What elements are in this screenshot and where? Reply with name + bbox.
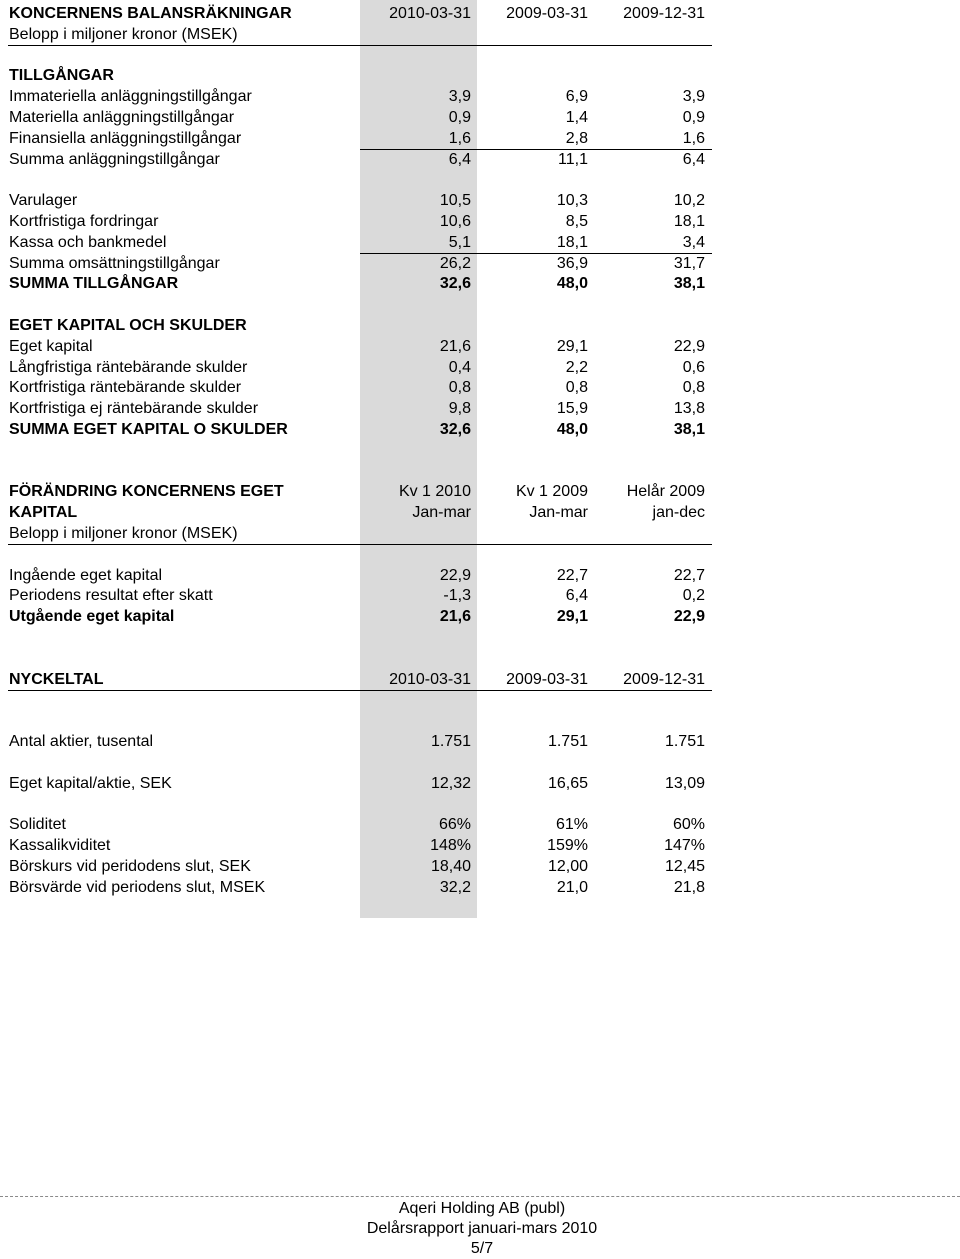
- row-value: 22,7: [673, 566, 705, 584]
- row-value: Kv 1 2009: [515, 483, 588, 501]
- row-label: Summa anläggningstillgångar: [9, 150, 220, 168]
- table-row: [0, 358, 720, 378]
- row-value: 1,6: [682, 129, 705, 147]
- row-value: 32,6: [439, 275, 471, 293]
- row-value: 5,1: [448, 233, 471, 251]
- row-value: 6,9: [565, 88, 588, 106]
- row-label: Eget kapital: [9, 337, 93, 355]
- table-title: [0, 4, 720, 24]
- row-value: 1,4: [565, 109, 588, 126]
- row-label: NYCKELTAL: [9, 670, 104, 688]
- row-value: 13,8: [673, 400, 705, 418]
- row-label: Summa omsättningstillgångar: [9, 254, 220, 272]
- table-title: [0, 670, 720, 690]
- row-value: 6,4: [448, 150, 471, 168]
- row-value: 32,2: [439, 878, 471, 896]
- row-value: 48,0: [556, 421, 588, 438]
- subtotal-rule: [360, 253, 712, 254]
- row-value: 0,2: [682, 587, 705, 605]
- row-value: 8,5: [565, 213, 588, 230]
- footer-page-number: 5/7: [470, 1240, 494, 1257]
- row-value: 32,6: [439, 421, 471, 438]
- row-value: 29,1: [556, 337, 588, 355]
- row-value: 159%: [547, 837, 588, 854]
- row-value: 66%: [438, 816, 471, 834]
- row-label: KAPITAL: [9, 504, 78, 522]
- row-value: 15,9: [556, 400, 588, 418]
- row-value: 60%: [672, 816, 705, 834]
- table-row: [0, 108, 720, 128]
- row-value: 18,40: [430, 857, 471, 875]
- table-row: [0, 87, 720, 107]
- row-value: 10,3: [556, 192, 588, 210]
- table-row: [0, 566, 720, 586]
- row-value: 18,1: [556, 233, 588, 251]
- row-value: 38,1: [673, 275, 705, 293]
- table-row: [0, 254, 720, 274]
- row-value: 0,8: [565, 379, 588, 397]
- row-value: 0,4: [448, 358, 471, 376]
- row-label: Immateriella anläggningstillgångar: [9, 88, 252, 106]
- row-value: 2,2: [565, 358, 588, 376]
- row-label: Materiella anläggningstillgångar: [9, 109, 235, 126]
- table-row: [0, 878, 720, 898]
- row-value: 22,7: [556, 566, 588, 584]
- row-value: 1.751: [547, 733, 588, 750]
- row-label: Soliditet: [9, 816, 66, 834]
- row-label: Periodens resultat efter skatt: [9, 587, 213, 605]
- row-label: Finansiella anläggningstillgångar: [9, 129, 242, 147]
- footer-report-title: Delårsrapport januari-mars 2010: [366, 1220, 598, 1237]
- footer-divider: [0, 1196, 960, 1197]
- row-value: 10,5: [439, 192, 471, 210]
- row-value: 2009-12-31: [623, 670, 705, 688]
- row-label: Eget kapital/aktie, SEK: [9, 774, 172, 792]
- row-value: 3,9: [448, 88, 471, 106]
- row-value: 38,1: [673, 421, 705, 438]
- row-value: 6,4: [682, 150, 705, 168]
- row-value: 0,6: [682, 358, 705, 376]
- row-value: Helår 2009: [626, 483, 705, 501]
- table-row: [0, 212, 720, 232]
- row-value: 26,2: [439, 254, 471, 272]
- row-label: Utgående eget kapital: [9, 608, 175, 626]
- row-value: Kv 1 2010: [398, 483, 471, 501]
- row-value: 6,4: [565, 587, 588, 605]
- key-figures-header-rule: [8, 690, 712, 691]
- row-value: 2009-12-31: [623, 5, 705, 22]
- row-value: 2,8: [565, 129, 588, 147]
- row-label: Kassalikviditet: [9, 837, 111, 854]
- row-value: 12,45: [664, 857, 705, 875]
- row-value: 10,2: [673, 192, 705, 210]
- row-value: 12,00: [547, 857, 588, 875]
- row-label: FÖRÄNDRING KONCERNENS EGET: [9, 483, 284, 501]
- row-value: 29,1: [556, 608, 588, 626]
- row-label: Ingående eget kapital: [9, 566, 163, 584]
- table-row: [0, 420, 720, 440]
- table-row: [0, 233, 720, 253]
- row-value: 31,7: [673, 254, 705, 272]
- table-row: [0, 378, 720, 398]
- row-value: 9,8: [448, 400, 471, 418]
- row-value: 2009-03-31: [506, 670, 588, 688]
- row-value: 48,0: [556, 275, 588, 293]
- table-row: [0, 857, 720, 877]
- row-value: 22,9: [673, 337, 705, 355]
- table-row: [0, 399, 720, 419]
- row-value: 13,09: [664, 774, 705, 792]
- row-value: 22,9: [439, 566, 471, 584]
- row-value: 2009-03-31: [506, 5, 588, 22]
- row-label: TILLGÅNGAR: [9, 67, 114, 85]
- equity-change-header-rule: [8, 544, 712, 545]
- row-value: 21,0: [556, 878, 588, 896]
- table-row: [0, 815, 720, 835]
- row-value: Jan-mar: [529, 504, 588, 522]
- row-value: jan-dec: [652, 504, 705, 522]
- row-value: 0,8: [448, 379, 471, 397]
- footer-company: Aqeri Holding AB (publ): [398, 1200, 566, 1217]
- table-row: [0, 732, 720, 752]
- row-value: 12,32: [430, 774, 471, 792]
- table-row: [0, 191, 720, 211]
- row-label: Belopp i miljoner kronor (MSEK): [9, 525, 238, 542]
- unit-caption: [0, 25, 720, 45]
- section-heading: [0, 316, 720, 336]
- table-title: [0, 503, 720, 523]
- row-value: 36,9: [556, 254, 588, 272]
- row-label: Varulager: [9, 192, 78, 210]
- row-value: 61%: [555, 816, 588, 834]
- table-row: [0, 150, 720, 170]
- row-value: -1,3: [443, 587, 471, 605]
- section-heading: [0, 66, 720, 86]
- table-row: [0, 774, 720, 794]
- table-row: [0, 337, 720, 357]
- row-label: SUMMA EGET KAPITAL O SKULDER: [9, 421, 288, 438]
- table-row: [0, 586, 720, 606]
- row-label: EGET KAPITAL OCH SKULDER: [9, 317, 247, 334]
- row-label: Börsvärde vid periodens slut, MSEK: [9, 878, 266, 896]
- row-value: 3,9: [682, 88, 705, 106]
- row-label: Kortfristiga ej räntebärande skulder: [9, 400, 259, 418]
- table-row: [0, 274, 720, 294]
- row-value: 16,65: [547, 774, 588, 792]
- subtotal-rule: [360, 149, 712, 150]
- row-value: 21,6: [439, 608, 471, 626]
- row-value: 0,9: [448, 109, 471, 126]
- row-value: 2010-03-31: [389, 670, 471, 688]
- row-label: Belopp i miljoner kronor (MSEK): [9, 25, 238, 43]
- row-value: 3,4: [682, 233, 705, 251]
- row-value: 1,6: [448, 129, 471, 147]
- row-value: Jan-mar: [412, 504, 471, 522]
- balance-header-rule: [8, 45, 712, 46]
- row-value: 21,8: [673, 878, 705, 896]
- table-row: [0, 607, 720, 627]
- row-label: KONCERNENS BALANSRÄKNINGAR: [9, 5, 292, 22]
- row-value: 0,8: [682, 379, 705, 397]
- table-title: [0, 482, 720, 502]
- row-label: SUMMA TILLGÅNGAR: [9, 275, 179, 293]
- row-value: 147%: [664, 837, 705, 854]
- row-label: Kortfristiga räntebärande skulder: [9, 379, 242, 397]
- row-label: Antal aktier, tusental: [9, 733, 154, 750]
- row-value: 1.751: [430, 733, 471, 750]
- unit-caption: [0, 524, 720, 544]
- row-value: 148%: [430, 837, 471, 854]
- row-value: 22,9: [673, 608, 705, 626]
- row-value: 11,1: [558, 150, 588, 168]
- table-row: [0, 836, 720, 856]
- row-label: Börskurs vid peridodens slut, SEK: [9, 857, 251, 875]
- row-label: Kassa och bankmedel: [9, 233, 167, 251]
- row-value: 0,9: [682, 109, 705, 126]
- table-row: [0, 129, 720, 149]
- row-value: 21,6: [439, 337, 471, 355]
- row-value: 10,6: [439, 213, 471, 230]
- row-label: Kortfristiga fordringar: [9, 213, 159, 230]
- row-label: Långfristiga räntebärande skulder: [9, 358, 248, 376]
- row-value: 18,1: [673, 213, 705, 230]
- row-value: 1.751: [664, 733, 705, 750]
- row-value: 2010-03-31: [389, 5, 471, 22]
